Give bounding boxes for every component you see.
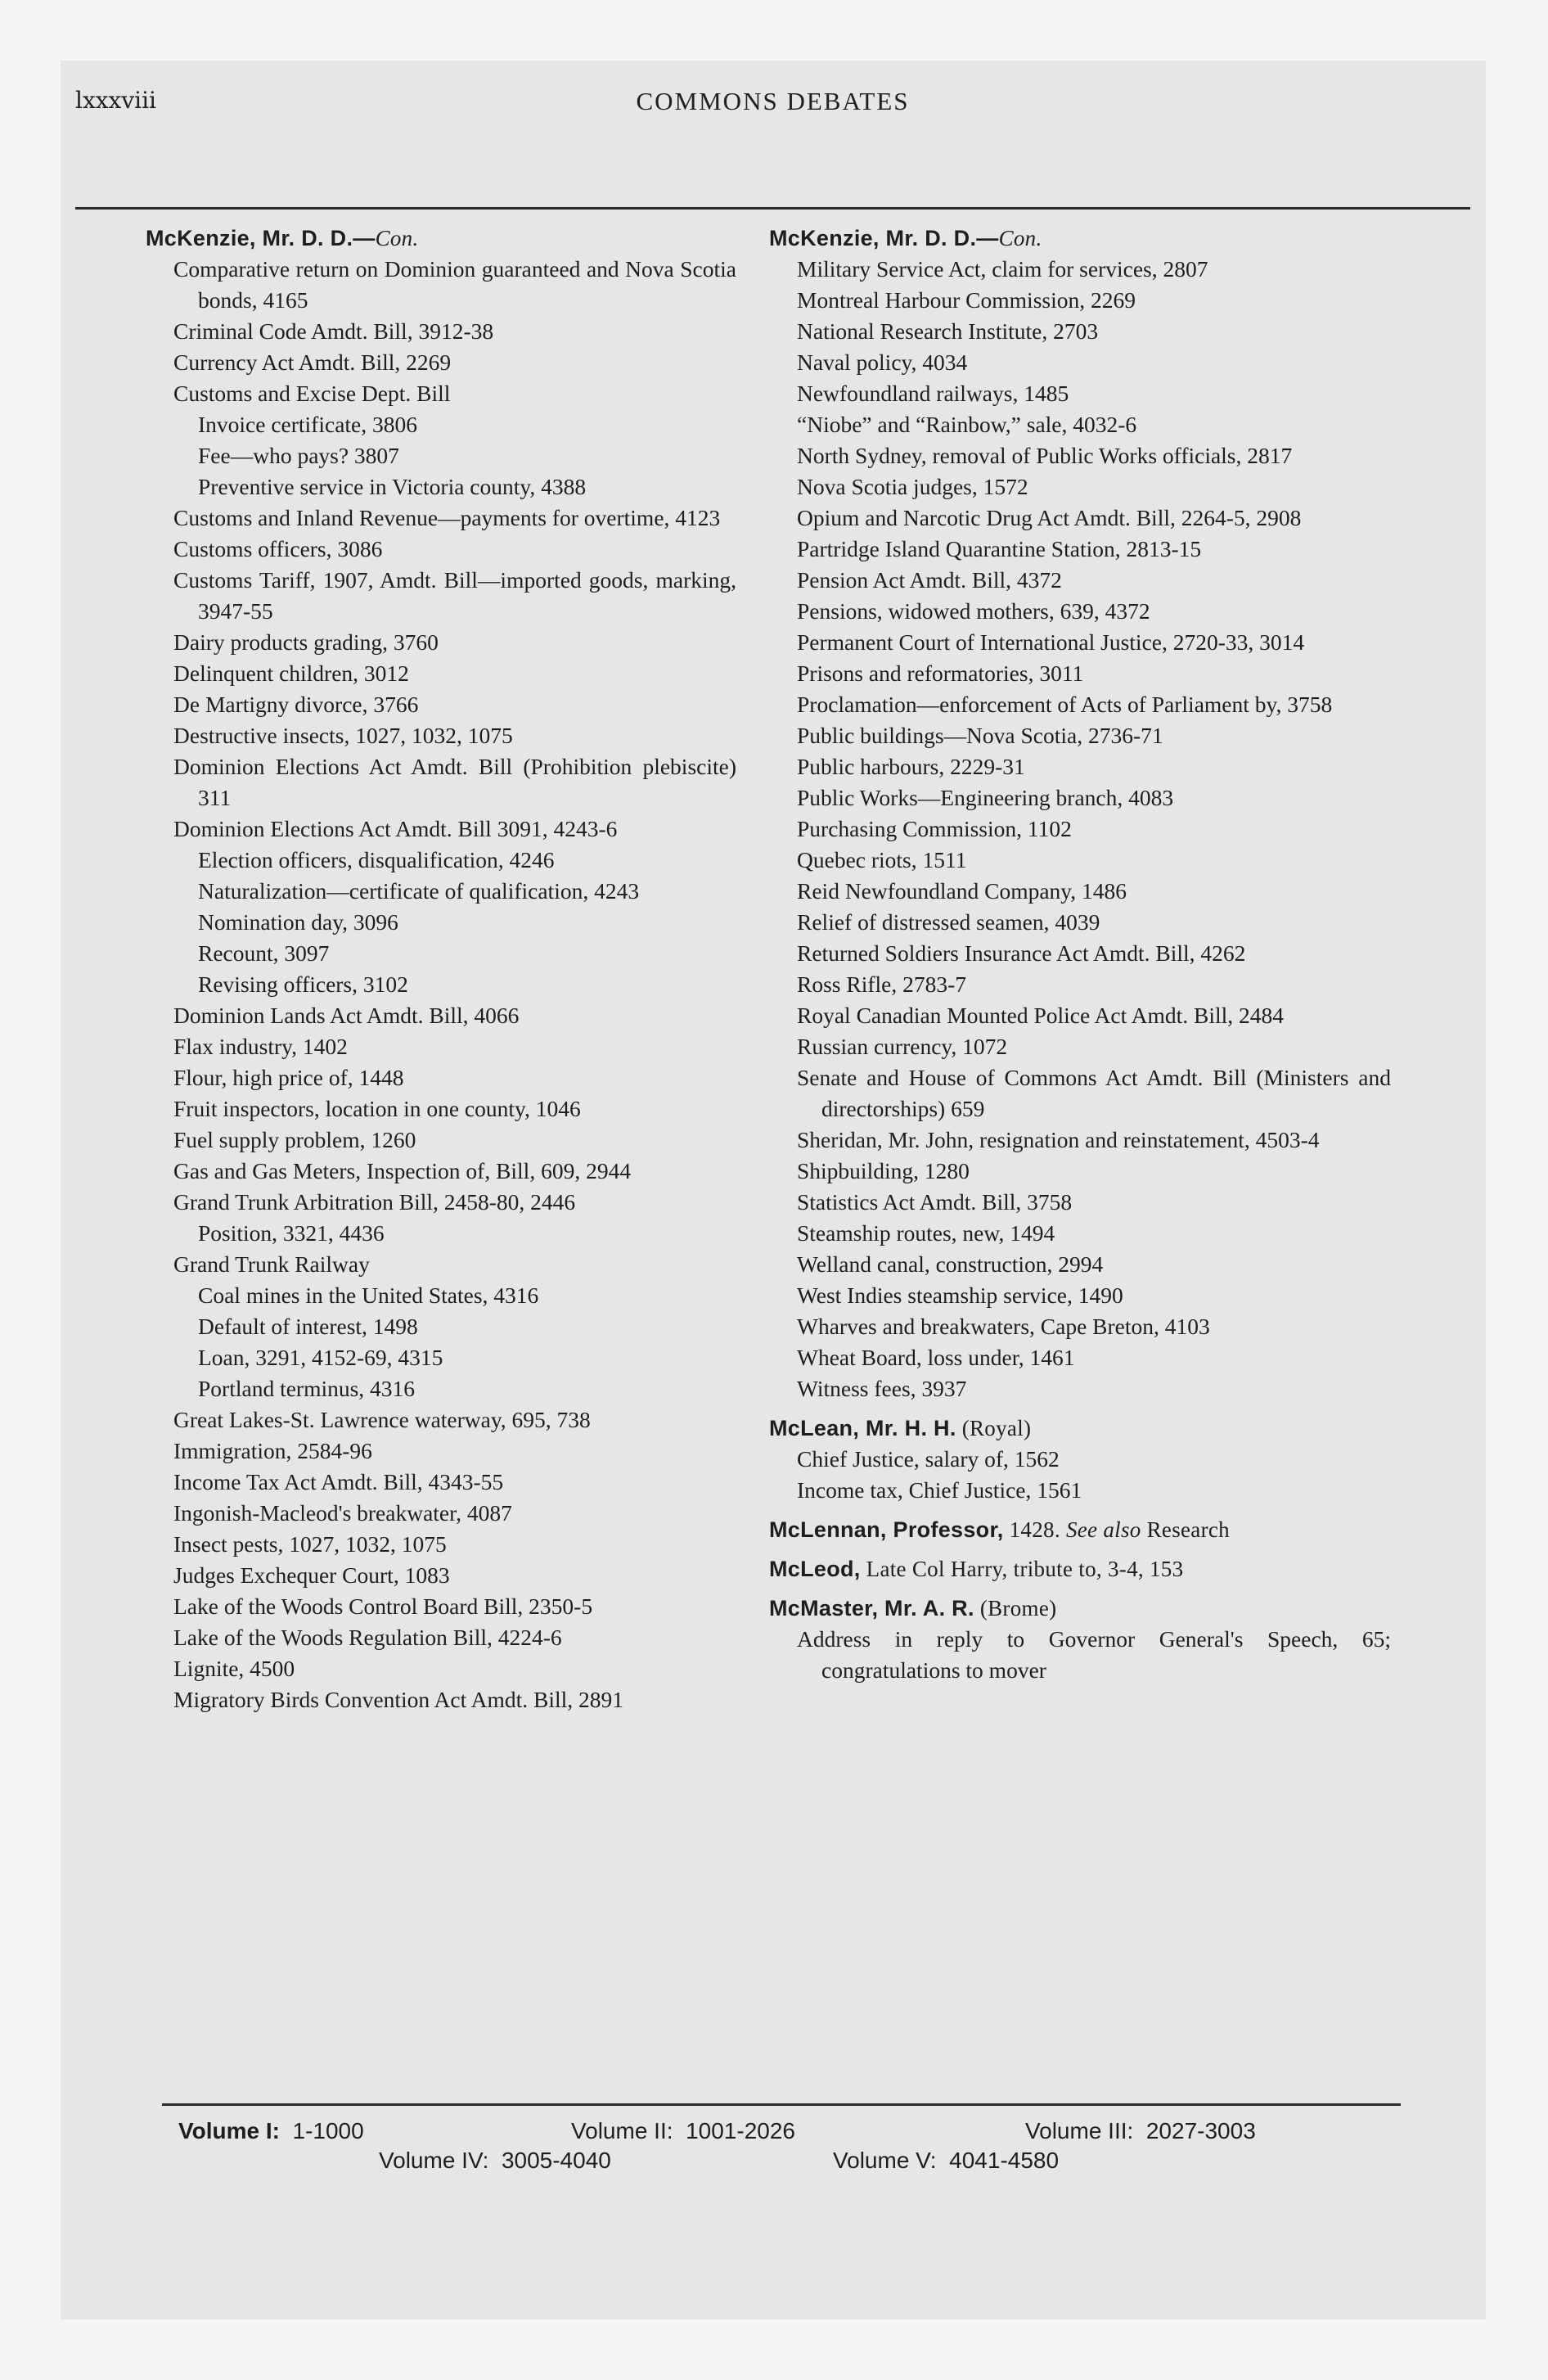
index-entry: Montreal Harbour Commission, 2269 [797,287,1136,313]
index-entry: Dominion Lands Act Amdt. Bill, 4066 [173,1003,520,1028]
index-subentry: Recount, 3097 [198,940,330,966]
index-entry: Customs officers, 3086 [173,536,383,561]
heading-detail: (Brome) [974,1596,1057,1620]
index-entry: Address in reply to Governor General's Speech, 65; congratulations to mover [797,1626,1391,1683]
heading-italic: See also [1065,1517,1141,1542]
index-entry: Criminal Code Amdt. Bill, 3912-38 [173,318,494,344]
index-entry: Delinquent children, 3012 [173,660,409,686]
index-subentry: Fee—who pays? 3807 [198,443,399,468]
index-entry: Destructive insects, 1027, 1032, 1075 [173,723,513,748]
index-entry: Quebec riots, 1511 [797,847,967,872]
volume-3 [1025,2118,1256,2144]
page-number: lxxxviii [75,87,157,114]
volume-4-label: Volume IV: [379,2148,489,2173]
index-entry: Public harbours, 2229-31 [797,754,1025,779]
index-entry: Public Works—Engineering branch, 4083 [797,785,1174,810]
index-subentry: Naturalization—certificate of qualification, 4243 [198,878,640,904]
index-heading [769,1413,1391,1444]
index-column-left [146,223,736,1715]
index-subentry: Loan, 3291, 4152-69, 4315 [198,1345,443,1370]
volume-4-range: 3005-4040 [501,2148,611,2173]
index-entry: Pension Act Amdt. Bill, 4372 [797,567,1062,593]
heading-detail: Late Col Harry, tribute to, 3-4, 153 [860,1557,1184,1581]
volume-3-range: 2027-3003 [1145,2118,1256,2143]
heading-italic: Con. [375,226,419,250]
index-entry: Royal Canadian Mounted Police Act Amdt. Bill, 2484 [797,1003,1285,1028]
index-entry: Chief Justice, salary of, 1562 [797,1446,1060,1472]
index-entry: Lake of the Woods Control Board Bill, 2350-5 [173,1593,593,1619]
index-entry: Newfoundland railways, 1485 [797,381,1069,406]
index-entry: National Research Institute, 2703 [797,318,1099,344]
heading-name: McMaster, Mr. A. R. [769,1596,974,1620]
heading-detail: Research [1141,1517,1230,1542]
volume-2 [571,2118,795,2144]
index-entry: Public buildings—Nova Scotia, 2736-71 [797,723,1163,748]
volume-4 [379,2148,611,2174]
index-entry: Customs Tariff, 1907, Amdt. Bill—imported goods, marking, 3947-55 [173,567,736,624]
index-entry: Wheat Board, loss under, 1461 [797,1345,1075,1370]
index-entry: Customs and Inland Revenue—payments for overtime, 4123 [173,505,721,530]
volume-1 [178,2118,364,2144]
index-entry: Naval policy, 4034 [797,349,968,375]
index-entry: Military Service Act, claim for services, 2807 [797,256,1208,282]
index-entry: Judges Exchequer Court, 1083 [173,1562,450,1588]
index-entry: West Indies steamship service, 1490 [797,1282,1123,1308]
index-entry: Income Tax Act Amdt. Bill, 4343-55 [173,1469,504,1494]
index-subentry: Position, 3321, 4436 [198,1220,385,1246]
index-entry: De Martigny divorce, 3766 [173,692,419,717]
volume-5 [833,2148,1059,2174]
index-entry: Dairy products grading, 3760 [173,629,439,655]
index-entry: Fruit inspectors, location in one county, 1046 [173,1096,581,1121]
index-subentry: Default of interest, 1498 [198,1314,418,1339]
index-entry: “Niobe” and “Rainbow,” sale, 4032-6 [797,412,1137,437]
volume-1-range: 1-1000 [292,2118,364,2143]
heading-name: McLean, Mr. H. H. [769,1416,956,1440]
index-heading [769,1593,1391,1624]
index-entry: Comparative return on Dominion guaranteed and Nova Scotia bonds, 4165 [173,256,736,313]
index-entry: Wharves and breakwaters, Cape Breton, 4103 [797,1314,1210,1339]
index-entry: Permanent Court of International Justice, 2720-33, 3014 [797,629,1305,655]
index-entry: Customs and Excise Dept. Bill [173,381,451,406]
volume-2-label: Volume II: [571,2118,673,2143]
index-entry: Dominion Elections Act Amdt. Bill 3091, 4243-6 [173,816,618,841]
index-entry: Steamship routes, new, 1494 [797,1220,1055,1246]
index-subentry: Preventive service in Victoria county, 4388 [198,474,587,499]
index-entry: Statistics Act Amdt. Bill, 3758 [797,1189,1073,1215]
index-subentry: Nomination day, 3096 [198,909,398,935]
index-heading [769,1514,1391,1545]
index-entry: Flax industry, 1402 [173,1034,348,1059]
index-entry: Great Lakes-St. Lawrence waterway, 695, 738 [173,1407,591,1432]
index-entry: Welland canal, construction, 2994 [797,1251,1104,1277]
index-subentry: Coal mines in the United States, 4316 [198,1282,539,1308]
index-entry: Sheridan, Mr. John, resignation and reinstatement, 4503-4 [797,1127,1320,1152]
heading-name: McLennan, Professor, [769,1517,1004,1542]
heading-name: McLeod, [769,1557,861,1581]
index-entry: Ingonish-Macleod's breakwater, 4087 [173,1500,512,1526]
footer-rule [162,2103,1401,2106]
index-entry: Lignite, 4500 [173,1656,295,1681]
index-heading [769,223,1391,254]
volume-2-range: 1001-2026 [686,2118,795,2143]
index-subentry: Invoice certificate, 3806 [198,412,417,437]
index-entry: Opium and Narcotic Drug Act Amdt. Bill, 2264-5, 2908 [797,505,1302,530]
index-subentry: Revising officers, 3102 [198,971,408,997]
index-entry: Immigration, 2584-96 [173,1438,372,1463]
index-heading [769,1553,1391,1584]
index-subentry: Election officers, disqualification, 4246 [198,847,555,872]
index-entry: Shipbuilding, 1280 [797,1158,970,1183]
index-entry: Insect pests, 1027, 1032, 1075 [173,1531,447,1557]
index-entry: Proclamation—enforcement of Acts of Parliament by, 3758 [797,692,1333,717]
heading-name: McKenzie, Mr. D. D.— [146,226,376,250]
index-entry: North Sydney, removal of Public Works officials, 2817 [797,443,1293,468]
heading-italic: Con. [998,226,1042,250]
volume-5-range: 4041-4580 [949,2148,1060,2173]
index-entry: Migratory Birds Convention Act Amdt. Bill, 2891 [173,1687,623,1712]
index-entry: Partridge Island Quarantine Station, 2813-15 [797,536,1202,561]
index-entry: Income tax, Chief Justice, 1561 [797,1477,1082,1503]
index-entry: Purchasing Commission, 1102 [797,816,1072,841]
index-entry: Dominion Elections Act Amdt. Bill (Prohibition plebiscite) 311 [173,754,736,810]
index-entry: Relief of distressed seamen, 4039 [797,909,1100,935]
page-header [75,87,1470,134]
index-entry: Returned Soldiers Insurance Act Amdt. Bill, 4262 [797,940,1246,966]
index-entry: Senate and House of Commons Act Amdt. Bill (Ministers and directorships) 659 [797,1065,1391,1121]
index-heading [146,223,736,254]
index-column-right [769,223,1391,1686]
running-head: COMMONS DEBATES [636,87,910,115]
index-entry: Russian currency, 1072 [797,1034,1008,1059]
index-subentry: Portland terminus, 4316 [198,1376,416,1401]
index-entry: Flour, high price of, 1448 [173,1065,404,1090]
heading-name: McKenzie, Mr. D. D.— [769,226,999,250]
index-entry: Nova Scotia judges, 1572 [797,474,1028,499]
index-entry: Currency Act Amdt. Bill, 2269 [173,349,452,375]
index-entry: Witness fees, 3937 [797,1376,967,1401]
index-entry: Prisons and reformatories, 3011 [797,660,1084,686]
volume-5-label: Volume V: [833,2148,937,2173]
volume-1-label: Volume I: [178,2118,280,2143]
index-entry: Grand Trunk Arbitration Bill, 2458-80, 2446 [173,1189,576,1215]
header-rule [75,207,1470,210]
index-entry: Lake of the Woods Regulation Bill, 4224-6 [173,1625,562,1650]
index-entry: Pensions, widowed mothers, 639, 4372 [797,598,1150,624]
index-entry: Gas and Gas Meters, Inspection of, Bill, 609, 2944 [173,1158,632,1183]
index-entry: Reid Newfoundland Company, 1486 [797,878,1127,904]
index-entry: Ross Rifle, 2783-7 [797,971,967,997]
volume-3-label: Volume III: [1025,2118,1134,2143]
heading-detail: 1428. [1003,1517,1066,1542]
index-entry: Fuel supply problem, 1260 [173,1127,416,1152]
heading-detail: (Royal) [956,1416,1032,1440]
index-entry: Grand Trunk Railway [173,1251,370,1277]
